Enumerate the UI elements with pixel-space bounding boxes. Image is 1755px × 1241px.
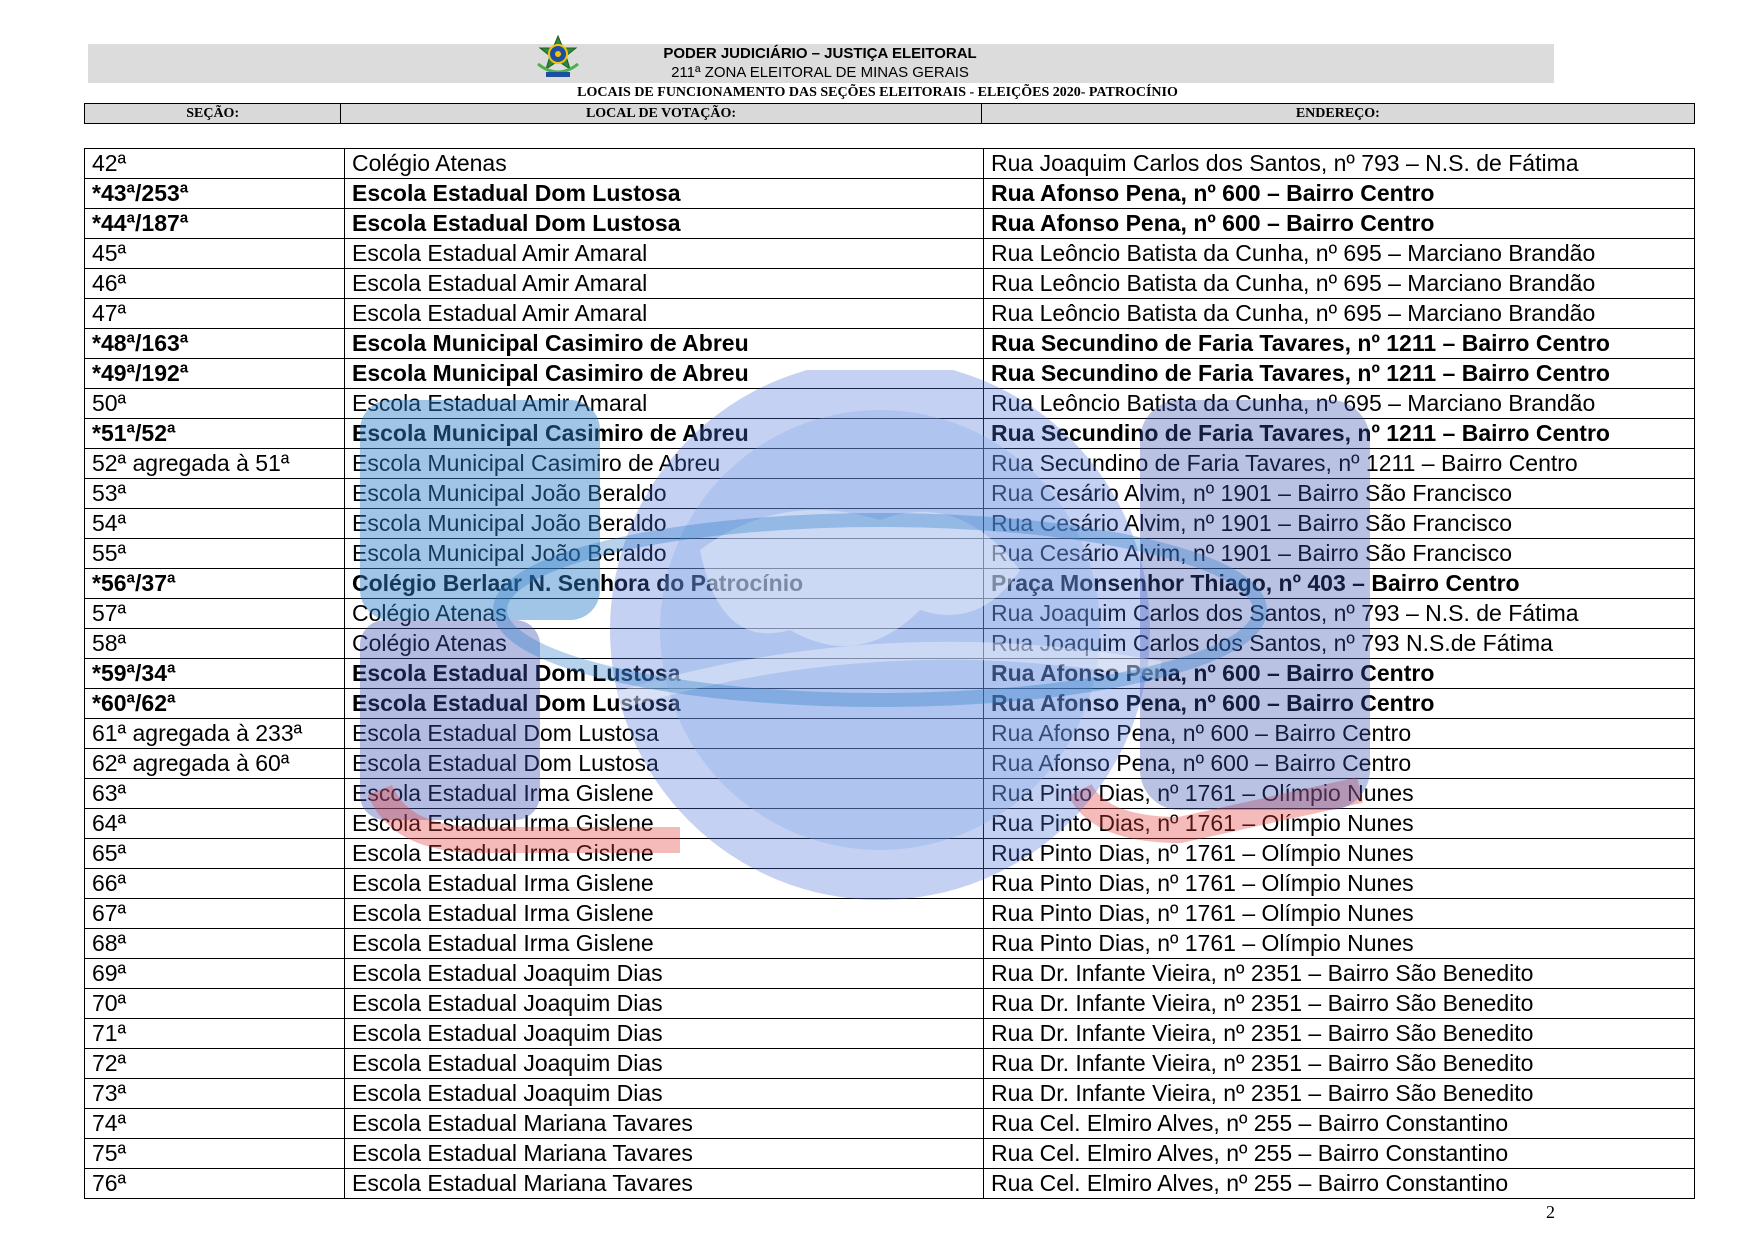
- endereco-cell: Rua Cel. Elmiro Alves, nº 255 – Bairro Constantino: [984, 1109, 1695, 1139]
- table-row: [85, 929, 1695, 959]
- table-row: [85, 959, 1695, 989]
- column-header-local: LOCAL DE VOTAÇÃO:: [341, 104, 981, 124]
- table-row: [85, 209, 1695, 239]
- endereco-cell: Rua Leôncio Batista da Cunha, nº 695 – Marciano Brandão: [984, 299, 1695, 329]
- secao-cell: 58ª: [85, 629, 345, 659]
- local-cell: Escola Estadual Irma Gislene: [345, 779, 984, 809]
- table-row: [85, 809, 1695, 839]
- local-cell: Escola Estadual Irma Gislene: [345, 869, 984, 899]
- secao-cell: 65ª: [85, 839, 345, 869]
- secao-cell: 55ª: [85, 539, 345, 569]
- endereco-cell: Rua Pinto Dias, nº 1761 – Olímpio Nunes: [984, 929, 1695, 959]
- local-cell: Escola Estadual Dom Lustosa: [345, 689, 984, 719]
- table-row: [85, 419, 1695, 449]
- local-cell: Escola Estadual Joaquim Dias: [345, 1019, 984, 1049]
- endereco-cell: Rua Afonso Pena, nº 600 – Bairro Centro: [984, 749, 1695, 779]
- secao-cell: 74ª: [85, 1109, 345, 1139]
- table-row: [85, 509, 1695, 539]
- table-row: [85, 629, 1695, 659]
- table-row: [85, 1109, 1695, 1139]
- secao-cell: 75ª: [85, 1139, 345, 1169]
- local-cell: Escola Estadual Dom Lustosa: [345, 719, 984, 749]
- endereco-cell: Rua Cesário Alvim, nº 1901 – Bairro São Francisco: [984, 509, 1695, 539]
- secao-cell: *48ª/163ª: [85, 329, 345, 359]
- local-cell: Escola Estadual Irma Gislene: [345, 839, 984, 869]
- endereco-cell: Rua Pinto Dias, nº 1761 – Olímpio Nunes: [984, 779, 1695, 809]
- endereco-cell: Rua Secundino de Faria Tavares, nº 1211 – Bairro Centro: [984, 419, 1695, 449]
- secao-cell: 53ª: [85, 479, 345, 509]
- local-cell: Escola Estadual Joaquim Dias: [345, 959, 984, 989]
- column-header-table: [84, 103, 1695, 124]
- local-cell: Escola Municipal João Beraldo: [345, 539, 984, 569]
- endereco-cell: Rua Secundino de Faria Tavares, nº 1211 – Bairro Centro: [984, 329, 1695, 359]
- endereco-cell: Praça Monsenhor Thiago, nº 403 – Bairro Centro: [984, 569, 1695, 599]
- table-row: [85, 1169, 1695, 1199]
- local-cell: Escola Municipal Casimiro de Abreu: [345, 359, 984, 389]
- endereco-cell: Rua Secundino de Faria Tavares, nº 1211 – Bairro Centro: [984, 359, 1695, 389]
- local-cell: Escola Municipal Casimiro de Abreu: [345, 449, 984, 479]
- secao-cell: *59ª/34ª: [85, 659, 345, 689]
- secao-cell: 45ª: [85, 239, 345, 269]
- secao-cell: 52ª agregada à 51ª: [85, 449, 345, 479]
- endereco-cell: Rua Afonso Pena, nº 600 – Bairro Centro: [984, 719, 1695, 749]
- endereco-cell: Rua Dr. Infante Vieira, nº 2351 – Bairro São Benedito: [984, 1019, 1695, 1049]
- local-cell: Escola Estadual Amir Amaral: [345, 269, 984, 299]
- local-cell: Colégio Atenas: [345, 149, 984, 179]
- local-cell: Escola Estadual Irma Gislene: [345, 899, 984, 929]
- endereco-cell: Rua Cesário Alvim, nº 1901 – Bairro São Francisco: [984, 539, 1695, 569]
- secao-cell: 62ª agregada à 60ª: [85, 749, 345, 779]
- secao-cell: 68ª: [85, 929, 345, 959]
- table-row: [85, 989, 1695, 1019]
- endereco-cell: Rua Joaquim Carlos dos Santos, nº 793 – N.S. de Fátima: [984, 599, 1695, 629]
- secao-cell: 76ª: [85, 1169, 345, 1199]
- table-row: [85, 1139, 1695, 1169]
- endereco-cell: Rua Pinto Dias, nº 1761 – Olímpio Nunes: [984, 899, 1695, 929]
- endereco-cell: Rua Cel. Elmiro Alves, nº 255 – Bairro Constantino: [984, 1139, 1695, 1169]
- local-cell: Escola Estadual Irma Gislene: [345, 809, 984, 839]
- secao-cell: *43ª/253ª: [85, 179, 345, 209]
- local-cell: Escola Estadual Joaquim Dias: [345, 989, 984, 1019]
- endereco-cell: Rua Joaquim Carlos dos Santos, nº 793 N.S.de Fátima: [984, 629, 1695, 659]
- endereco-cell: Rua Afonso Pena, nº 600 – Bairro Centro: [984, 689, 1695, 719]
- table-row: [85, 689, 1695, 719]
- table-row: [85, 839, 1695, 869]
- local-cell: Escola Municipal Casimiro de Abreu: [345, 419, 984, 449]
- endereco-cell: Rua Cesário Alvim, nº 1901 – Bairro São Francisco: [984, 479, 1695, 509]
- table-row: [85, 719, 1695, 749]
- table-row: [85, 569, 1695, 599]
- endereco-cell: Rua Dr. Infante Vieira, nº 2351 – Bairro São Benedito: [984, 959, 1695, 989]
- endereco-cell: Rua Afonso Pena, nº 600 – Bairro Centro: [984, 179, 1695, 209]
- endereco-cell: Rua Afonso Pena, nº 600 – Bairro Centro: [984, 209, 1695, 239]
- table-row: [85, 299, 1695, 329]
- secao-cell: 71ª: [85, 1019, 345, 1049]
- table-row: [85, 899, 1695, 929]
- local-cell: Colégio Atenas: [345, 599, 984, 629]
- local-cell: Escola Estadual Dom Lustosa: [345, 749, 984, 779]
- local-cell: Escola Estadual Amir Amaral: [345, 389, 984, 419]
- column-header-secao: SEÇÃO:: [85, 104, 341, 124]
- endereco-cell: Rua Dr. Infante Vieira, nº 2351 – Bairro São Benedito: [984, 1079, 1695, 1109]
- endereco-cell: Rua Joaquim Carlos dos Santos, nº 793 – N.S. de Fátima: [984, 149, 1695, 179]
- table-row: [85, 449, 1695, 479]
- endereco-cell: Rua Afonso Pena, nº 600 – Bairro Centro: [984, 659, 1695, 689]
- local-cell: Colégio Atenas: [345, 629, 984, 659]
- local-cell: Escola Estadual Amir Amaral: [345, 239, 984, 269]
- secao-cell: 66ª: [85, 869, 345, 899]
- table-row: [85, 779, 1695, 809]
- secao-cell: *56ª/37ª: [85, 569, 345, 599]
- endereco-cell: Rua Pinto Dias, nº 1761 – Olímpio Nunes: [984, 869, 1695, 899]
- page-number: 2: [1546, 1202, 1555, 1222]
- endereco-cell: Rua Leôncio Batista da Cunha, nº 695 – Marciano Brandão: [984, 269, 1695, 299]
- table-row: [85, 869, 1695, 899]
- table-row: [85, 359, 1695, 389]
- secao-cell: 54ª: [85, 509, 345, 539]
- secao-cell: *49ª/192ª: [85, 359, 345, 389]
- table-row: [85, 389, 1695, 419]
- secao-cell: 72ª: [85, 1049, 345, 1079]
- table-row: [85, 479, 1695, 509]
- header-title: PODER JUDICIÁRIO – JUSTIÇA ELEITORAL: [663, 45, 977, 62]
- column-header-endereco: ENDEREÇO:: [981, 104, 1694, 124]
- secao-cell: 47ª: [85, 299, 345, 329]
- endereco-cell: Rua Cel. Elmiro Alves, nº 255 – Bairro Constantino: [984, 1169, 1695, 1199]
- header-subtitle: 211ª ZONA ELEITORAL DE MINAS GERAIS: [671, 64, 969, 81]
- local-cell: Escola Estadual Joaquim Dias: [345, 1049, 984, 1079]
- secao-cell: 61ª agregada à 233ª: [85, 719, 345, 749]
- secao-cell: 70ª: [85, 989, 345, 1019]
- secao-cell: 69ª: [85, 959, 345, 989]
- local-cell: Escola Estadual Dom Lustosa: [345, 209, 984, 239]
- endereco-cell: Rua Pinto Dias, nº 1761 – Olímpio Nunes: [984, 839, 1695, 869]
- sections-table: [84, 148, 1695, 1199]
- endereco-cell: Rua Secundino de Faria Tavares, nº 1211 – Bairro Centro: [984, 449, 1695, 479]
- secao-cell: 64ª: [85, 809, 345, 839]
- endereco-cell: Rua Leôncio Batista da Cunha, nº 695 – Marciano Brandão: [984, 389, 1695, 419]
- endereco-cell: Rua Pinto Dias, nº 1761 – Olímpio Nunes: [984, 809, 1695, 839]
- endereco-cell: Rua Dr. Infante Vieira, nº 2351 – Bairro São Benedito: [984, 1049, 1695, 1079]
- endereco-cell: Rua Dr. Infante Vieira, nº 2351 – Bairro São Benedito: [984, 989, 1695, 1019]
- table-row: [85, 659, 1695, 689]
- table-row: [85, 149, 1695, 179]
- local-cell: Escola Estadual Mariana Tavares: [345, 1139, 984, 1169]
- table-row: [85, 599, 1695, 629]
- table-row: [85, 1049, 1695, 1079]
- secao-cell: 63ª: [85, 779, 345, 809]
- table-row: [85, 269, 1695, 299]
- local-cell: Escola Municipal João Beraldo: [345, 509, 984, 539]
- endereco-cell: Rua Leôncio Batista da Cunha, nº 695 – Marciano Brandão: [984, 239, 1695, 269]
- table-row: [85, 539, 1695, 569]
- secao-cell: 67ª: [85, 899, 345, 929]
- local-cell: Escola Estadual Mariana Tavares: [345, 1169, 984, 1199]
- secao-cell: *44ª/187ª: [85, 209, 345, 239]
- table-row: [85, 1019, 1695, 1049]
- local-cell: Escola Estadual Joaquim Dias: [345, 1079, 984, 1109]
- secao-cell: 57ª: [85, 599, 345, 629]
- table-row: [85, 749, 1695, 779]
- local-cell: Escola Municipal João Beraldo: [345, 479, 984, 509]
- local-cell: Escola Estadual Amir Amaral: [345, 299, 984, 329]
- local-cell: Escola Estadual Dom Lustosa: [345, 659, 984, 689]
- table-row: [85, 179, 1695, 209]
- secao-cell: 46ª: [85, 269, 345, 299]
- document-title: LOCAIS DE FUNCIONAMENTO DAS SEÇÕES ELEITORAIS - ELEIÇÕES 2020- PATROCÍNIO: [577, 85, 1178, 100]
- local-cell: Escola Municipal Casimiro de Abreu: [345, 329, 984, 359]
- table-row: [85, 1079, 1695, 1109]
- local-cell: Escola Estadual Irma Gislene: [345, 929, 984, 959]
- table-row: [85, 239, 1695, 269]
- table-row: [85, 329, 1695, 359]
- local-cell: Colégio Berlaar N. Senhora do Patrocínio: [345, 569, 984, 599]
- secao-cell: *60ª/62ª: [85, 689, 345, 719]
- secao-cell: 50ª: [85, 389, 345, 419]
- secao-cell: *51ª/52ª: [85, 419, 345, 449]
- secao-cell: 42ª: [85, 149, 345, 179]
- local-cell: Escola Estadual Dom Lustosa: [345, 179, 984, 209]
- local-cell: Escola Estadual Mariana Tavares: [345, 1109, 984, 1139]
- secao-cell: 73ª: [85, 1079, 345, 1109]
